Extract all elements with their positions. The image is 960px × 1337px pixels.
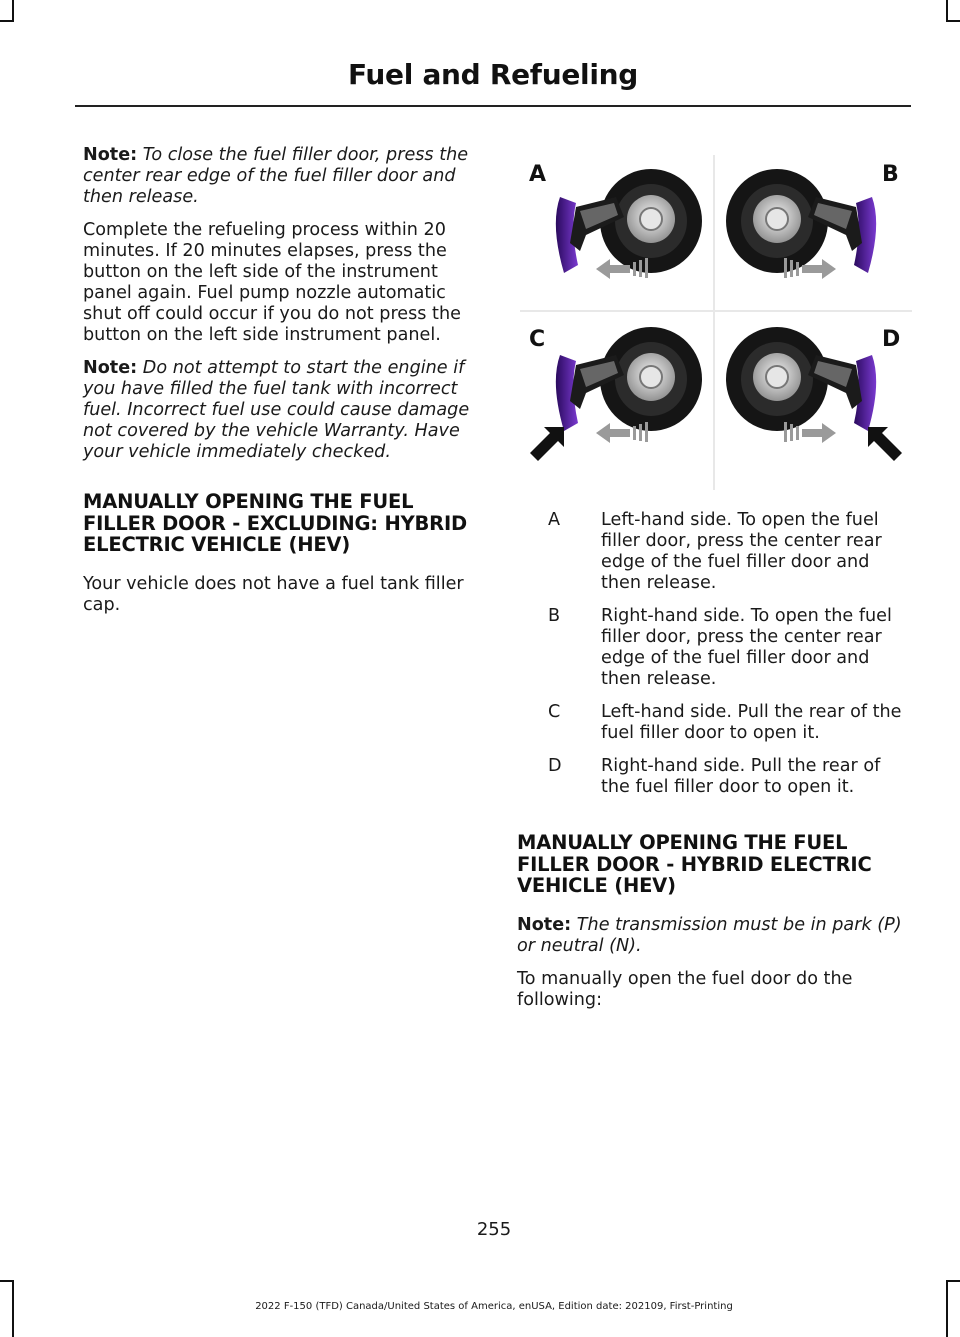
note-paragraph [83, 145, 477, 208]
crop-mark [0, 20, 14, 22]
note-text: The transmission must be in park (P) or neutral (N). [517, 914, 902, 956]
body-paragraph: Complete the refueling process within 20 minutes. If 20 minutes elapses, press the button on the left side of the instrument panel again. Fuel pump nozzle automatic shut off could occur if you do not press the button on the left side instrument panel. [83, 220, 461, 345]
fuel-door-illustration-d [717, 315, 912, 471]
legend-key: D [548, 756, 562, 776]
crop-mark [946, 0, 948, 22]
legend-key: C [548, 702, 561, 722]
legend-item [517, 606, 911, 690]
legend-key: B [548, 606, 561, 626]
fuel-door-illustration-a [520, 155, 715, 311]
note-text: Do not attempt to start the engine if you have filled the fuel tank with incorrect fuel. Incorrect fuel use could cause damage not covered by the vehicle Warranty. Have your vehicle immediately checked. [83, 358, 470, 462]
right-column [517, 510, 911, 1023]
body-paragraph: Your vehicle does not have a fuel tank filler cap. [83, 573, 464, 615]
legend-text: Left-hand side. To open the fuel filler door, press the center rear edge of the fuel filler door and then release. [601, 510, 882, 593]
legend-item [517, 510, 911, 594]
legend-text: Right-hand side. To open the fuel filler door, press the center rear edge of the fuel filler door and then release. [601, 606, 892, 689]
fuel-door-illustration-b [717, 155, 912, 311]
legend-key: A [548, 510, 561, 530]
legend-item [517, 756, 911, 798]
figure-label-d: D [882, 327, 901, 352]
legend-item [517, 702, 911, 744]
figure-label-c: C [529, 327, 546, 352]
section-heading: MANUALLY OPENING THE FUEL FILLER DOOR - EXCLUDING: HYBRID ELECTRIC VEHICLE (HEV) [83, 490, 468, 556]
note-paragraph [517, 915, 911, 957]
body-paragraph: To manually open the fuel door do the following: [517, 968, 853, 1010]
figure-label-a: A [529, 162, 547, 187]
page-footer: 2022 F-150 (TFD) Canada/United States of America, enUSA, Edition date: 202109, First-Printing [255, 1301, 733, 1312]
note-label: Note: [83, 145, 138, 165]
left-column [83, 145, 477, 628]
legend-text: Right-hand side. Pull the rear of the fuel filler door to open it. [601, 756, 881, 797]
note-label: Note: [83, 358, 138, 378]
crop-mark [12, 0, 14, 22]
section-heading: MANUALLY OPENING THE FUEL FILLER DOOR - HYBRID ELECTRIC VEHICLE (HEV) [517, 831, 872, 897]
figure-label-b: B [882, 162, 899, 187]
page-number: 255 [476, 1219, 512, 1240]
crop-mark [946, 20, 960, 22]
note-paragraph [83, 358, 477, 463]
fuel-door-illustration-c [520, 315, 715, 471]
note-label: Note: [517, 914, 572, 935]
crop-mark [946, 1280, 960, 1282]
header-divider [75, 105, 911, 107]
legend-text: Left-hand side. Pull the rear of the fuel filler door to open it. [601, 702, 902, 743]
fuel-door-figure [520, 155, 912, 490]
note-text: To close the fuel filler door, press the center rear edge of the fuel filler door and then release. [83, 145, 469, 207]
crop-mark [0, 1280, 14, 1282]
page-title: Fuel and Refueling [347, 58, 638, 91]
